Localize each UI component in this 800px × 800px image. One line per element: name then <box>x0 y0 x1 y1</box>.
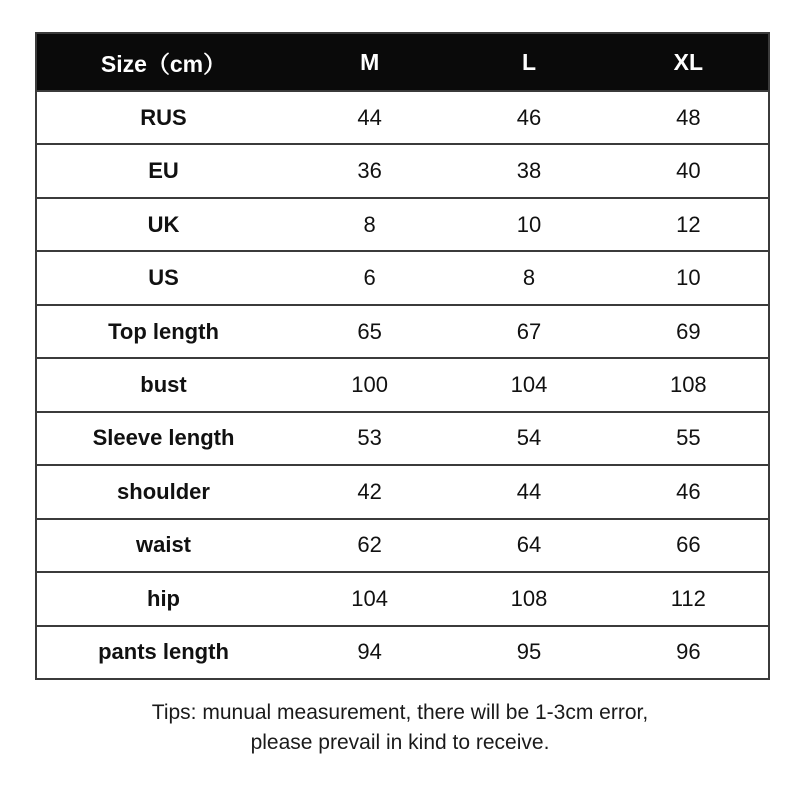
cell-xl: 40 <box>676 158 701 184</box>
row-label: bust <box>140 371 187 397</box>
cell-xl: 96 <box>676 639 701 665</box>
cell-l: 8 <box>522 265 536 291</box>
cell-m: 94 <box>357 639 382 665</box>
cell-xl: 55 <box>676 425 701 451</box>
header-size-label: Size（cm） <box>100 50 227 77</box>
table-row <box>37 250 768 303</box>
cell-l: 67 <box>516 318 542 344</box>
cell-m: 53 <box>357 425 382 451</box>
cell-xl: 66 <box>676 532 701 558</box>
cell-l: 54 <box>516 425 542 451</box>
header-col-xl: XL <box>673 48 704 75</box>
row-label: shoulder <box>117 478 210 504</box>
cell-l: 64 <box>516 532 542 558</box>
cell-m: 6 <box>363 265 376 291</box>
cell-l: 104 <box>510 371 548 397</box>
cell-m: 36 <box>357 158 382 184</box>
cell-xl: 69 <box>676 318 701 344</box>
cell-m: 65 <box>357 318 382 344</box>
table-body <box>37 90 768 678</box>
cell-l: 10 <box>516 211 542 237</box>
cell-xl: 12 <box>676 211 701 237</box>
row-label: RUS <box>140 104 187 130</box>
cell-m: 44 <box>357 104 382 130</box>
cell-m: 100 <box>351 371 389 397</box>
table-row <box>37 304 768 357</box>
header-col-m: M <box>360 48 380 75</box>
cell-xl: 108 <box>669 371 707 397</box>
row-label: EU <box>148 158 179 184</box>
tips-line-1: Tips: munual measurement, there will be 1-3cm error, <box>151 701 649 724</box>
cell-m: 8 <box>363 211 376 237</box>
cell-m: 104 <box>351 585 389 611</box>
table-row <box>37 197 768 250</box>
table-row <box>37 143 768 196</box>
row-label: UK <box>147 211 180 237</box>
cell-l: 108 <box>510 585 548 611</box>
table-row <box>37 357 768 410</box>
tips-note <box>0 698 800 758</box>
table-row <box>37 625 768 678</box>
cell-l: 46 <box>516 104 542 130</box>
table-row <box>37 90 768 143</box>
table-row <box>37 464 768 517</box>
row-label: pants length <box>98 639 229 665</box>
cell-m: 42 <box>357 478 382 504</box>
table-row <box>37 411 768 464</box>
cell-xl: 112 <box>670 585 706 611</box>
row-label: Sleeve length <box>92 425 235 451</box>
table-row <box>37 571 768 624</box>
size-chart-table <box>35 32 770 680</box>
row-label: US <box>148 265 179 291</box>
row-label: hip <box>147 585 180 611</box>
cell-xl: 46 <box>676 478 701 504</box>
table-row <box>37 518 768 571</box>
cell-l: 38 <box>516 158 542 184</box>
cell-m: 62 <box>357 532 382 558</box>
table-header-row <box>37 34 768 90</box>
cell-xl: 48 <box>676 104 701 130</box>
row-label: waist <box>135 532 192 558</box>
cell-xl: 10 <box>676 265 701 291</box>
cell-l: 95 <box>516 639 542 665</box>
cell-l: 44 <box>516 478 542 504</box>
row-label: Top length <box>108 318 219 344</box>
header-col-l: L <box>521 48 537 75</box>
tips-line-2: please prevail in kind to receive. <box>250 731 550 754</box>
